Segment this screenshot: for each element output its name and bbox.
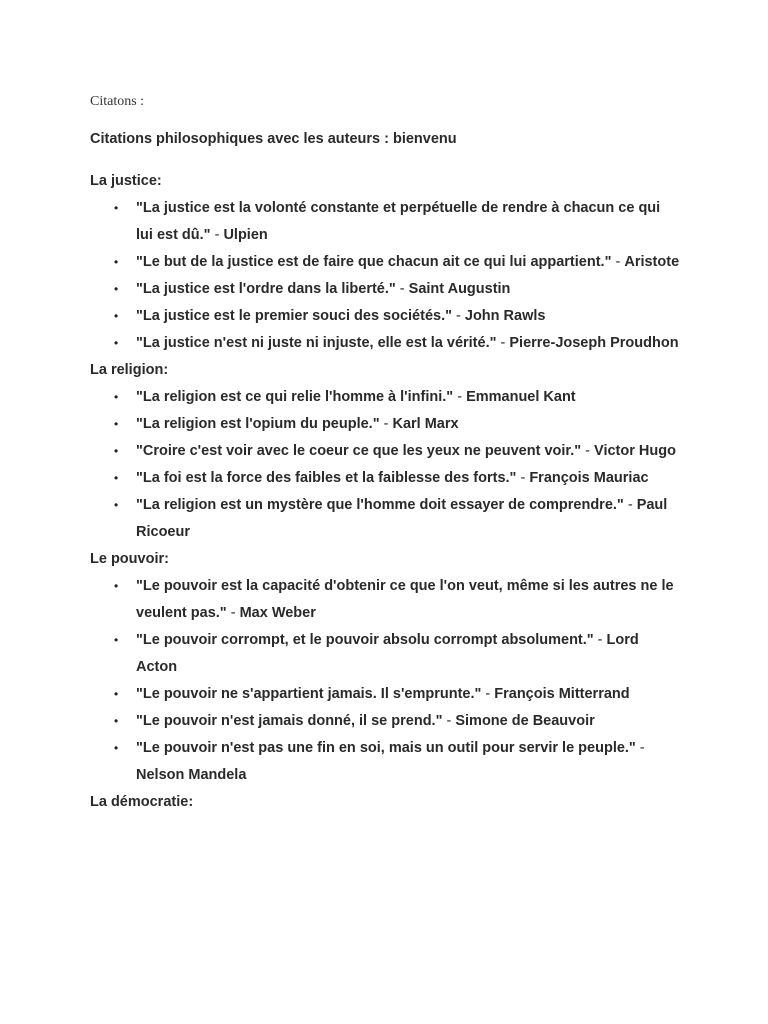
quote-list [90,573,680,789]
quote-author: Pierre-Joseph Proudhon [509,335,679,351]
section-heading: Le pouvoir: [90,551,169,567]
author-separator: - [210,227,224,243]
quote-author: Paul Ricoeur [136,497,668,540]
quote-text: "Le but de la justice est de faire que chacun ait ce qui lui appartient." [136,254,612,270]
quote-author: Emmanuel Kant [466,389,576,405]
quote-text: "Le pouvoir ne s'appartient jamais. Il s'emprunte." [136,686,482,702]
quote-text: "La foi est la force des faibles et la faiblesse des forts." [136,470,517,486]
quote-author: François Mauriac [529,470,649,486]
author-separator: - [593,632,607,648]
bullet-icon: • [114,282,119,296]
author-separator: - [611,254,625,270]
quote-text: "Le pouvoir corrompt, et le pouvoir absolu corrompt absolument." [136,632,594,648]
quote-author: Max Weber [239,605,316,621]
quote-item [114,438,680,465]
document-page [90,92,680,816]
bullet-icon: • [114,255,119,269]
bullet-icon: • [114,687,119,701]
quote-text: "La justice est la volonté constante et perpétuelle de rendre à chacun ce qui lui est dû." [136,200,661,243]
author-separator: - [623,497,637,513]
quote-author: François Mitterrand [494,686,630,702]
bullet-icon: • [114,201,119,215]
quote-text: "Le pouvoir est la capacité d'obtenir ce que l'on veut, même si les autres ne le veulent pas." [136,578,674,621]
author-separator: - [453,389,467,405]
author-separator: - [496,335,510,351]
sections-container [90,168,680,816]
author-separator: - [581,443,595,459]
author-separator: - [516,470,530,486]
quote-text: "La religion est l'opium du peuple." [136,416,380,432]
quote-item [114,681,680,708]
author-separator: - [379,416,393,432]
quote-item [114,411,680,438]
quote-item [114,276,680,303]
bullet-icon: • [114,471,119,485]
quote-author: Victor Hugo [594,443,676,459]
quote-author: Saint Augustin [408,281,511,297]
quote-item [114,195,680,249]
quote-author: John Rawls [464,308,546,324]
bullet-icon: • [114,417,119,431]
quote-text: "La justice est le premier souci des sociétés." [136,308,452,324]
quote-item [114,330,680,357]
author-separator: - [635,740,645,756]
quote-item [114,249,680,276]
quote-text: "La religion est ce qui relie l'homme à l'infini." [136,389,454,405]
section-heading: La religion: [90,362,169,378]
bullet-icon: • [114,309,119,323]
quote-item [114,708,680,735]
quote-item [114,573,680,627]
author-separator: - [451,308,465,324]
quote-text: "Le pouvoir n'est pas une fin en soi, mais un outil pour servir le peuple." [136,740,636,756]
bullet-icon: • [114,633,119,647]
quote-item [114,303,680,330]
author-separator: - [226,605,240,621]
quote-item [114,735,680,789]
bullet-icon: • [114,390,119,404]
quote-text: "La justice n'est ni juste ni injuste, elle est la vérité." [136,335,497,351]
bullet-icon: • [114,579,119,593]
bullet-icon: • [114,498,119,512]
quote-list [90,384,680,546]
quote-list [90,195,680,357]
document-title: Citatons : [90,94,145,109]
bullet-icon: • [114,714,119,728]
quote-author: Ulpien [223,227,268,243]
quote-author: Simone de Beauvoir [455,713,595,729]
author-separator: - [395,281,409,297]
quote-item [114,465,680,492]
quote-text: "Croire c'est voir avec le coeur ce que les yeux ne peuvent voir." [136,443,582,459]
bullet-icon: • [114,444,119,458]
quote-text: "La justice est l'ordre dans la liberté." [136,281,396,297]
quote-author: Aristote [624,254,680,270]
document-subtitle: Citations philosophiques avec les auteurs : bienvenu [90,131,457,147]
quote-item [114,492,680,546]
section-heading: La démocratie: [90,794,194,810]
quote-author: Karl Marx [392,416,459,432]
section-heading: La justice: [90,173,162,189]
bullet-icon: • [114,741,119,755]
quote-text: "La religion est un mystère que l'homme doit essayer de comprendre." [136,497,624,513]
quote-text: "Le pouvoir n'est jamais donné, il se prend." [136,713,443,729]
quote-author: Lord Acton [136,632,639,675]
author-separator: - [442,713,456,729]
bullet-icon: • [114,336,119,350]
quote-item [114,384,680,411]
author-separator: - [481,686,495,702]
quote-author: Nelson Mandela [136,767,247,783]
quote-item [114,627,680,681]
